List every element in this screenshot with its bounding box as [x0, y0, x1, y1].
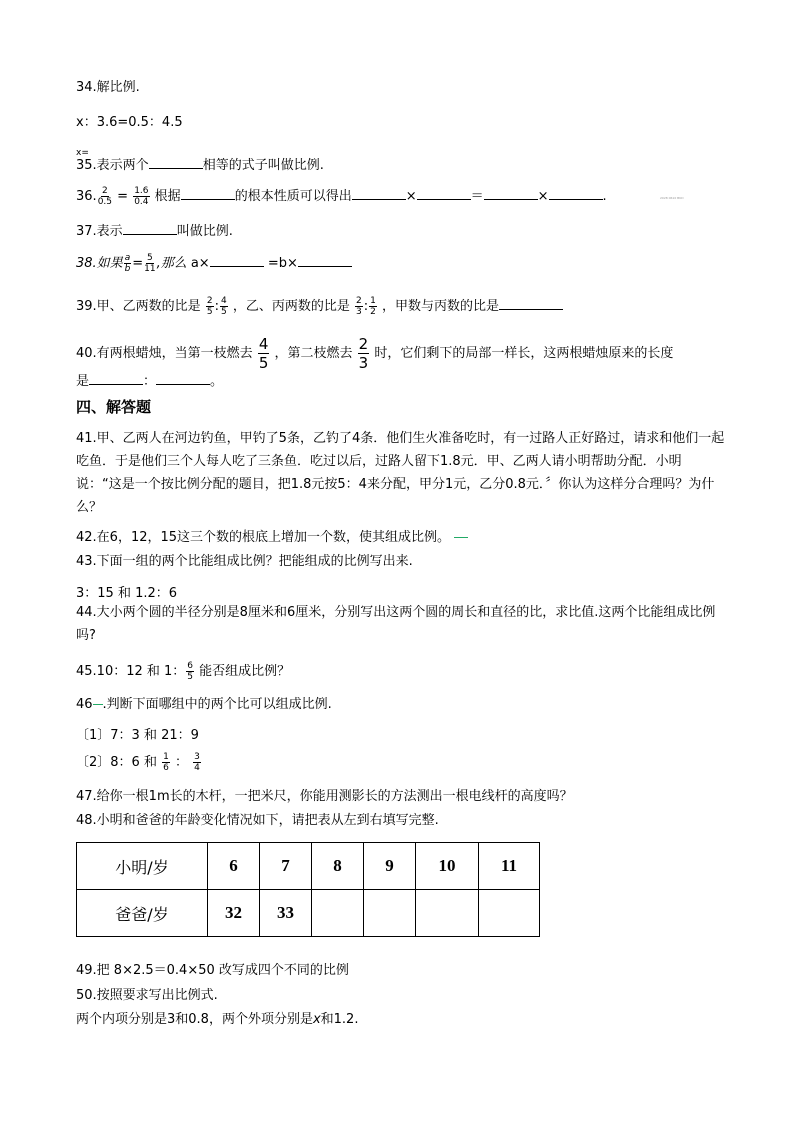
q43-title: 43.下面一组的两个比能组成比例？把能组成的比例写出来.	[76, 554, 413, 569]
q34-answer-prefix: x=	[76, 148, 89, 158]
tiny-mark: 2028 0610 BKD	[660, 196, 684, 200]
q49: 49.把 8×2.5＝0.4×50 改写成四个不同的比例	[76, 963, 349, 978]
table-cell-input[interactable]	[479, 890, 540, 937]
answer-blank[interactable]	[156, 371, 210, 385]
q38: 38.如果 $\frac{a}{b}$ = $\frac{5}{11}$ ,那么 a× =b×	[76, 253, 352, 274]
age-table	[76, 842, 540, 937]
table-cell: 6	[208, 843, 260, 890]
q46-sub1: 〔1〕7：3 和 21：9	[76, 728, 199, 743]
q47: 47.给你一根1m长的木杆，一把米尺，你能用测影长的方法测出一根电线杆的高度吗？	[76, 789, 573, 804]
table-cell: 爸爸/岁	[77, 890, 208, 937]
q35: 35.表示两个 相等的式子叫做比例.	[76, 155, 324, 175]
stray-mark	[454, 537, 468, 538]
table-cell: 小明/岁	[77, 843, 208, 890]
table-row	[77, 843, 540, 890]
table-cell-input[interactable]	[416, 890, 479, 937]
answer-blank[interactable]	[181, 186, 235, 200]
answer-blank[interactable]	[149, 155, 203, 169]
table-row	[77, 890, 540, 937]
q34-equation: x：3.6=0.5：4.5	[76, 115, 183, 130]
q39: 39.甲、乙两数的比是 $\frac{2}{5}$ : $\frac{4}{5}$ ，乙、丙两数的比是 $\frac{2}{3}$ : $\frac{1}{2}$ ，甲数与丙数的比是	[76, 296, 563, 317]
q40-line2: 是 ： 。	[76, 371, 223, 391]
answer-blank[interactable]	[298, 253, 352, 267]
table-cell: 33	[260, 890, 312, 937]
table-cell: 7	[260, 843, 312, 890]
q41: 41.甲、乙两人在河边钓鱼，甲钓了5条，乙钓了4条．他们生火准备吃时，有一过路人正好路过，请求和他们一起吃鱼．于是他们三个人每人吃了三条鱼．吃过以后，过路人留下1.8元．甲、乙两人请小明帮助分配．小明说：“这是一个按比例分配的题目，把1.8元按5：4来分配，甲分1元，乙分0.8元．〞你认为这样分合理吗？为什么？	[76, 431, 725, 515]
answer-blank[interactable]	[210, 253, 264, 267]
table-cell-input[interactable]	[364, 890, 416, 937]
q37: 37.表示 叫做比例.	[76, 221, 233, 241]
q46-sub2: 〔2〕8：6 和 $\frac{1}{6}$ ： $\frac{3}{4}$	[76, 752, 200, 773]
table-cell: 8	[312, 843, 364, 890]
table-cell: 32	[208, 890, 260, 937]
table-cell: 10	[416, 843, 479, 890]
answer-blank[interactable]	[417, 186, 471, 200]
q48-title: 48.小明和爸爸的年龄变化情况如下，请把表从左到右填写完整.	[76, 813, 439, 828]
table-cell-input[interactable]	[312, 890, 364, 937]
q44: 44.大小两个圆的半径分别是8厘米和6厘米，分别写出这两个圆的周长和直径的比，求比值.这两个比能组成比例吗?	[76, 605, 716, 643]
q42: 42.在6，12，15这三个数的根底上增加一个数，使其组成比例。	[76, 529, 468, 547]
q50-sub: 两个内项分别是3和0.8，两个外项分别是x和1.2.	[76, 1012, 359, 1027]
q43-sub: 3：15 和 1.2：6	[76, 586, 178, 601]
answer-blank[interactable]	[123, 221, 177, 235]
q45: 45.10：12 和 1： $\frac{6}{5}$ 能否组成比例？	[76, 661, 291, 682]
answer-blank[interactable]	[499, 296, 563, 310]
answer-blank[interactable]	[484, 186, 538, 200]
table-cell: 9	[364, 843, 416, 890]
table-cell: 11	[479, 843, 540, 890]
answer-blank[interactable]	[549, 186, 603, 200]
section-heading: 四、解答题	[76, 398, 152, 416]
answer-blank[interactable]	[89, 371, 143, 385]
q46-title: 46 .判断下面哪组中的两个比可以组成比例.	[76, 697, 332, 712]
q40-line1: 40.有两根蜡烛，当第一枝燃去 $\frac{4}{5}$ ，第二枝燃去 $\frac{2}{3}$ 时，它们剩下的局部一样长，这两根蜡烛原来的长度	[76, 335, 674, 372]
q36: 36. $\frac{2}{0.5}$ = $\frac{1.6}{0.4}$ 根据 的根本性质可以得出 × ＝ × .	[76, 186, 607, 207]
q34-title: 34.解比例.	[76, 80, 140, 95]
q50-title: 50.按照要求写出比例式.	[76, 988, 218, 1003]
answer-blank[interactable]	[352, 186, 406, 200]
